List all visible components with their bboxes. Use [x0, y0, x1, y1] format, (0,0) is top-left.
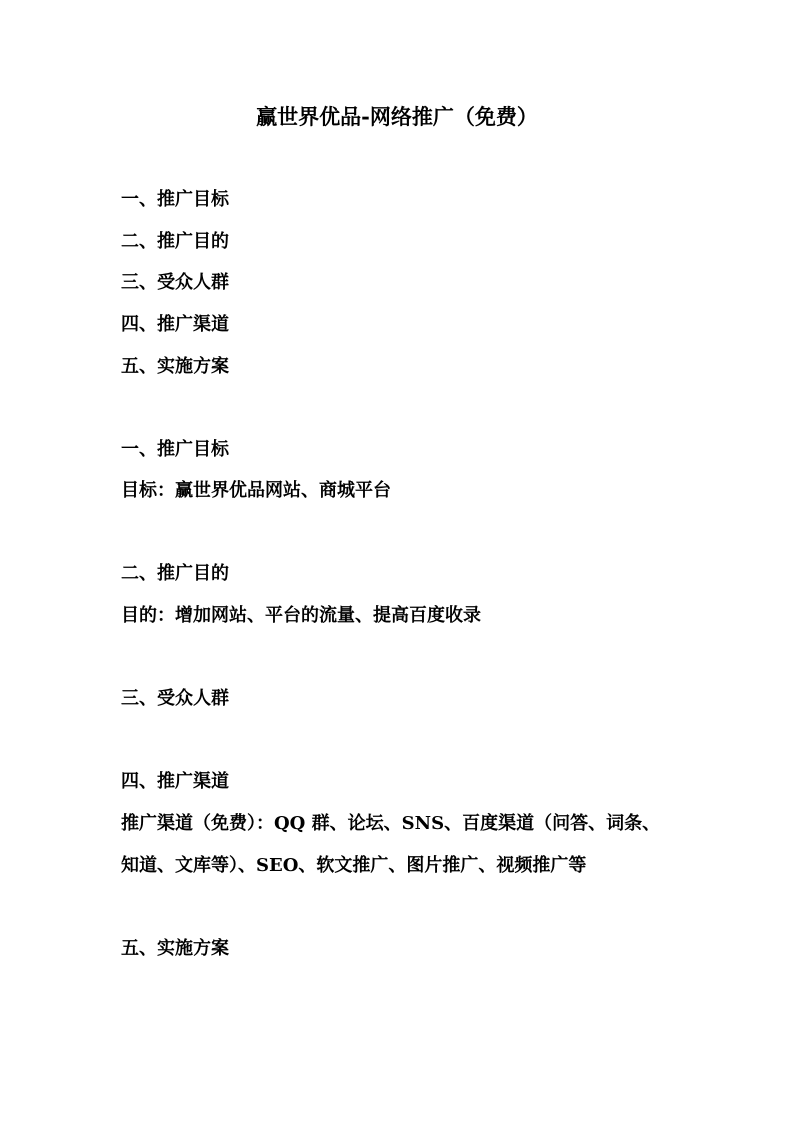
document-title: 赢世界优品-网络推广（免费）	[256, 104, 538, 129]
toc-item-5: 五、实施方案	[121, 356, 229, 377]
section-body-2: 目的：增加网站、平台的流量、提高百度收录	[121, 605, 481, 626]
toc-item-2: 二、推广目的	[121, 231, 229, 252]
section-body-1: 目标：赢世界优品网站、商城平台	[121, 480, 391, 501]
toc-item-1: 一、推广目标	[121, 189, 229, 210]
section-heading-4: 四、推广渠道	[121, 771, 229, 792]
section-heading-3: 三、受众人群	[121, 688, 229, 709]
section-body-4-line-1: 推广渠道（免费）：QQ 群、论坛、SNS、百度渠道（问答、词条、	[121, 813, 661, 834]
section-heading-5: 五、实施方案	[121, 938, 229, 959]
section-heading-2: 二、推广目的	[121, 563, 229, 584]
section-body-4-line-2: 知道、文库等）、SEO、软文推广、图片推广、视频推广等	[121, 855, 587, 876]
section-heading-1: 一、推广目标	[121, 439, 229, 460]
toc-item-4: 四、推广渠道	[121, 314, 229, 335]
toc-item-3: 三、受众人群	[121, 272, 229, 293]
